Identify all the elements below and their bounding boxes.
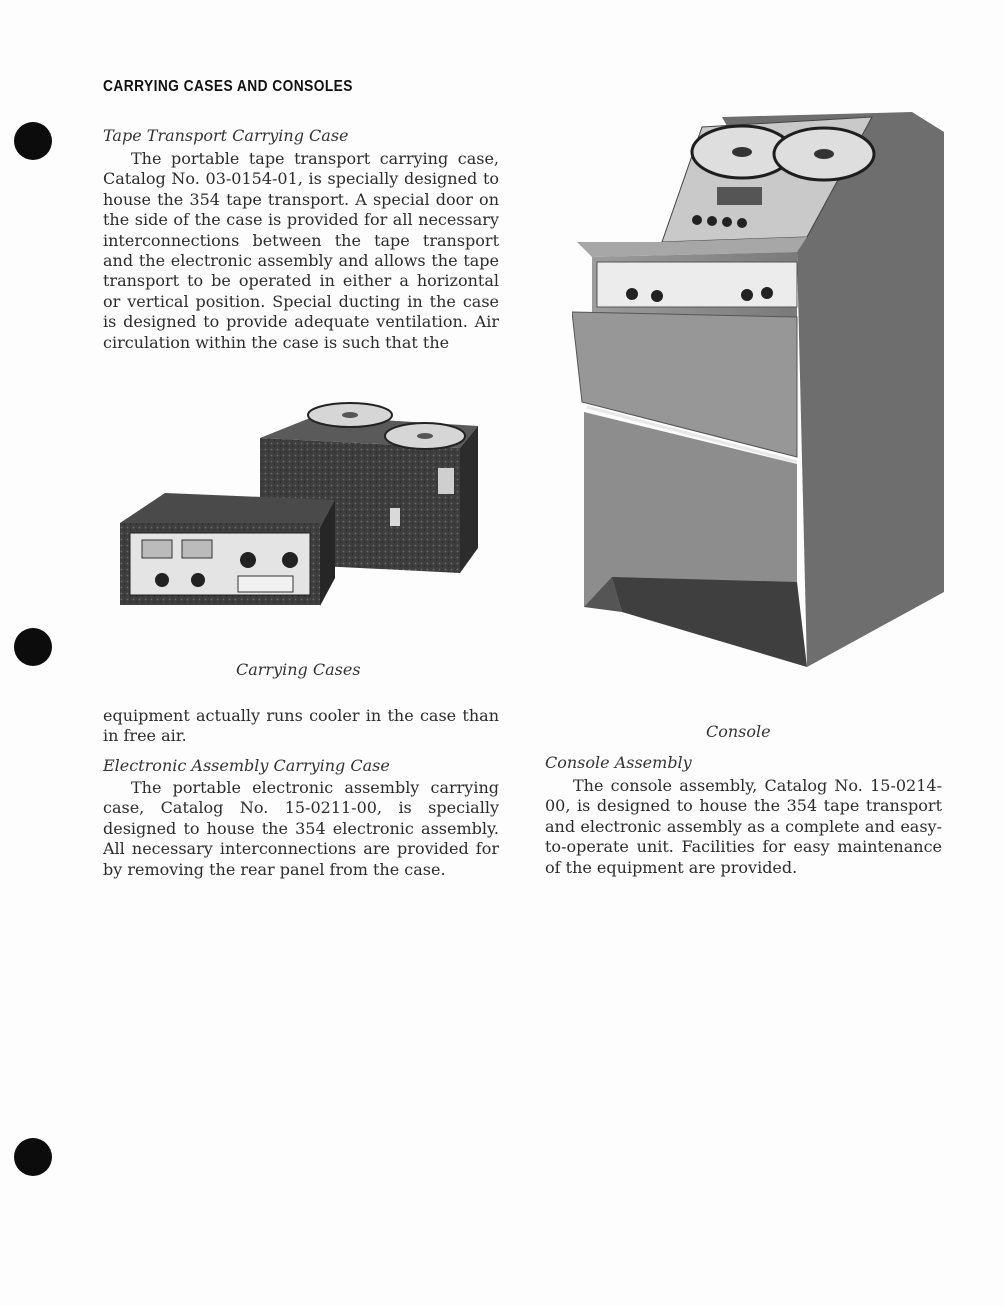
electronic-assembly-paragraph: The portable electronic assembly carrying case, Catalog No. 15-0211-00, is specially designed to house the 354 electronic assembly. All necessary interconnections are provided for by removing the rear panel from the case. [103, 778, 499, 879]
section-heading: CARRYING CASES AND CONSOLES [103, 78, 353, 95]
tape-reel-right [774, 128, 874, 180]
tape-transport-paragraph: The portable tape transport carrying case, Catalog No. 03-0154-01, is specially designed to house the 354 tape transport. A special door on the side of the case is provided for all necessary interconnections between the tape transport and the electronic assembly and allows the tape transport to be operated in either a horizontal or vertical position. Special ducting in the case is designed to provide adequate ventilation. Air circulation within the case is such that the [103, 149, 499, 352]
binder-hole-middle [14, 628, 52, 666]
electronic-assembly-subheading: Electronic Assembly Carrying Case [103, 756, 390, 775]
tape-transport-continuation: equipment actually runs cooler in the case than in free air. [103, 706, 499, 746]
electronic-assembly-case [120, 493, 335, 606]
console-photo [572, 112, 952, 672]
console-assembly-paragraph: The console assembly, Catalog No. 15-0214-00, is designed to house the 354 tape transport and electronic assembly as a complete and easy-to-operate unit. Facilities for easy maintenance of the equipment are provided. [545, 776, 942, 877]
binder-hole-bottom [14, 1138, 52, 1176]
console-caption: Console [706, 722, 771, 741]
carrying-cases-caption: Carrying Cases [236, 660, 361, 679]
binder-hole-top [14, 122, 52, 160]
console-assembly-subheading: Console Assembly [545, 753, 692, 772]
carrying-cases-photo [120, 388, 485, 613]
tape-transport-subheading: Tape Transport Carrying Case [103, 126, 349, 145]
